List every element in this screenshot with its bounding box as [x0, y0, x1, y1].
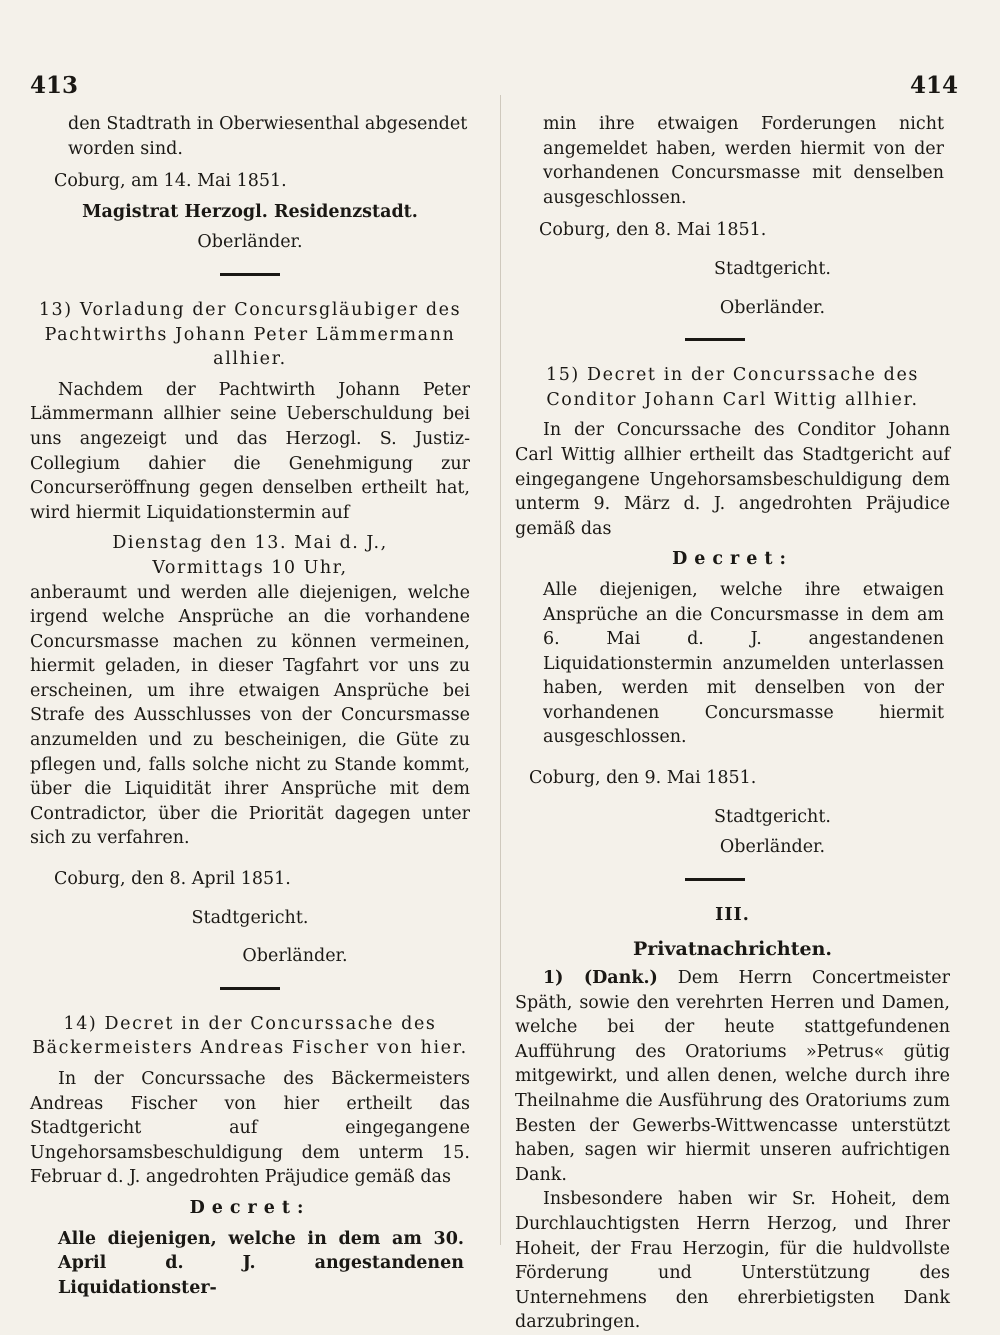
section-separator: [220, 987, 280, 990]
section-number: III.: [715, 904, 750, 925]
authority: Stadtgericht.: [191, 907, 309, 928]
decret-body: Alle diejenigen, welche in dem am 30. April d. J. angestandenen Liquidationster-: [58, 1228, 464, 1298]
dateline: Coburg, den 8. April 1851.: [54, 869, 291, 890]
notice-body: In der Concurssache des Bäckermeisters Andreas Fischer von hier ertheilt das Stadtgericht auf eingegangene Ungehorsamsbeschuldigung dem unterm 15. Februar d. J. angedrohten Präjudice gemäß das: [30, 1069, 470, 1188]
term-date: Dienstag den 13. Mai d. J.,: [112, 533, 388, 554]
column-divider: [500, 95, 501, 1245]
section-separator: [220, 273, 280, 276]
dateline: Coburg, den 9. Mai 1851.: [529, 768, 757, 789]
section-separator: [685, 338, 745, 341]
notice-body: Insbesondere haben wir Sr. Hoheit, dem Durchlauchtigsten Herrn Herzog, und Ihrer Hoheit, der Frau Herzogin, für die huldvollste Förderung und Unterstützung des Unternehmens den ehrerbietigsten Dank darzubringen.: [515, 1189, 950, 1333]
notice-body: anberaumt und werden alle diejenigen, welche irgend welche Ansprüche an die vorhandene Concursmasse machen zu können vermeinen, hiermit geladen, in dieser Tagfahrt vor uns zu erscheinen, um ihre etwaigen Ansprüche bei Strafe des Ausschlusses von der Concursmasse anzumelden und zu bescheinigen, die Güte zu pflegen und, falls solche nicht zu Stande kommt, über die Liquidität ihrer Ansprüche mit dem Contradictor, über die Priorität dagegen unter sich zu verfahren.: [30, 582, 470, 849]
notice-heading-15: 15) Decret in der Concurssache des Conditor Johann Carl Wittig allhier.: [545, 365, 920, 410]
signature: Oberländer.: [719, 297, 826, 318]
notice-body: Dem Herrn Concertmeister Späth, sowie den verehrten Herren und Damen, welche bei der heute stattgefundenen Aufführung des Oratoriums »Petrus« gütig mitgewirkt, und allen denen, welche durch ihre Theilnahme die Ausführung des Oratoriums zum Besten der Gewerbs-Wittwencasse unterstützt haben, sagen wir hiermit unseren aufrichtigen Dank.: [515, 968, 950, 1185]
page-number-right: 414: [909, 72, 958, 99]
decret-title: Decret:: [672, 549, 793, 570]
signature: Oberländer.: [719, 837, 826, 858]
authority: Stadtgericht.: [714, 806, 831, 827]
decret-title: Decret:: [189, 1197, 311, 1218]
dateline: Coburg, den 8. Mai 1851.: [539, 220, 767, 241]
term-time: Vormittags 10 Uhr,: [152, 557, 348, 578]
authority: Stadtgericht.: [714, 258, 831, 279]
continued-line-end: worden sind.: [68, 138, 183, 159]
notice-body: Nachdem der Pachtwirth Johann Peter Lämmermann allhier seine Ueberschuldung bei uns angezeigt und das Herzogl. S. Justiz-Collegium dahier die Genehmigung zur Concurseröffnung gegen denselben ertheilt hat, wird hiermit Liquidationstermin auf: [30, 379, 470, 523]
section-title: Privatnachrichten.: [632, 938, 833, 961]
signature: Oberländer.: [242, 946, 348, 967]
notice-heading-13: 13) Vorladung der Concursgläubiger des Pachtwirths Johann Peter Lämmermann allhier.: [38, 299, 462, 370]
decret-body: Alle diejenigen, welche ihre etwaigen Ansprüche an die Concursmasse in dem am 6. Mai d. J. angestandenen Liquidationstermin anzumelden unterlassen haben, werden mit denselben von der vorhandenen Concursmasse hiermit ausgeschlossen.: [543, 579, 944, 748]
right-column: [515, 112, 950, 1335]
section-separator: [685, 878, 745, 881]
notice-heading-14: 14) Decret in der Concurssache des Bäckermeisters Andreas Fischer von hier.: [32, 1013, 468, 1059]
notice-body: In der Concurssache des Conditor Johann Carl Wittig allhier ertheilt das Stadtgericht auf eingegangene Ungehorsamsbeschuldigung dem unterm 9. März d. J. angedrohten Präjudice gemäß das: [515, 420, 950, 539]
authority: Magistrat Herzogl. Residenzstadt.: [82, 201, 418, 222]
notice-lead: 1) (Dank.): [543, 968, 658, 989]
continued-paragraph: min ihre etwaigen Forderungen nicht angemeldet haben, werden hiermit von der vorhandenen Concursmasse mit denselben ausgeschlossen.: [543, 114, 944, 208]
continued-line: den Stadtrath in Oberwiesenthal abgesendet: [68, 114, 468, 134]
signature: Oberländer.: [197, 232, 303, 253]
dateline: Coburg, am 14. Mai 1851.: [54, 171, 287, 192]
left-column: [30, 112, 470, 1300]
page-number-left: 413: [30, 72, 79, 99]
